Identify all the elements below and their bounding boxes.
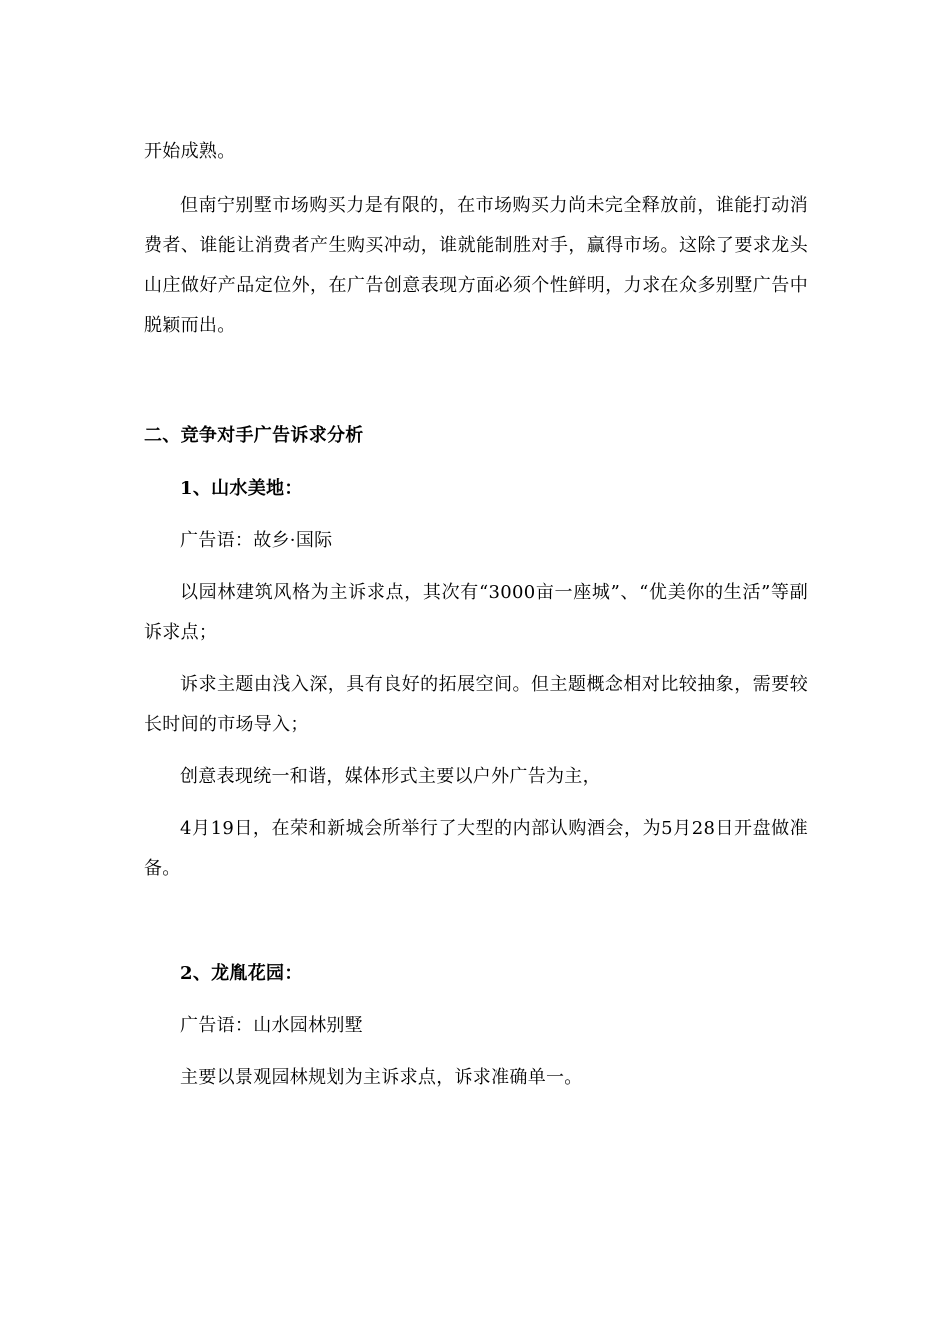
competitor-1-creative: 创意表现统一和谐，媒体形式主要以户外广告为主， xyxy=(180,766,601,787)
competitor-1-heading: 1、山水美地： xyxy=(180,478,303,499)
document-body xyxy=(144,132,808,1098)
competitor-1-appeal: 以园林建筑风格为主诉求点，其次有“3000亩一座城”、“优美你的生活”等副诉求点； xyxy=(144,582,808,643)
competitor-1-slogan: 广告语：故乡·国际 xyxy=(180,530,333,551)
paragraph-continuation: 开始成熟。 xyxy=(144,141,236,162)
competitor-2-appeal: 主要以景观园林规划为主诉求点，诉求准确单一。 xyxy=(180,1067,583,1088)
competitor-1-theme: 诉求主题由浅入深，具有良好的拓展空间。但主题概念相对比较抽象，需要较长时间的市场导入； xyxy=(144,674,808,735)
paragraph-market-analysis: 但南宁别墅市场购买力是有限的，在市场购买力尚未完全释放前，谁能打动消费者、谁能让消费者产生购买冲动，谁就能制胜对手，赢得市场。这除了要求龙头山庄做好产品定位外，在广告创意表现方面必须个性鲜明，力求在众多别墅广告中脱颖而出。 xyxy=(144,195,808,336)
competitor-1-event: 4月19日，在荣和新城会所举行了大型的内部认购酒会，为5月28日开盘做准备。 xyxy=(144,818,808,879)
competitor-2-slogan: 广告语：山水园林别墅 xyxy=(180,1015,363,1036)
section-heading: 二、竞争对手广告诉求分析 xyxy=(144,425,364,446)
competitor-2-heading: 2、龙胤花园： xyxy=(180,963,303,984)
